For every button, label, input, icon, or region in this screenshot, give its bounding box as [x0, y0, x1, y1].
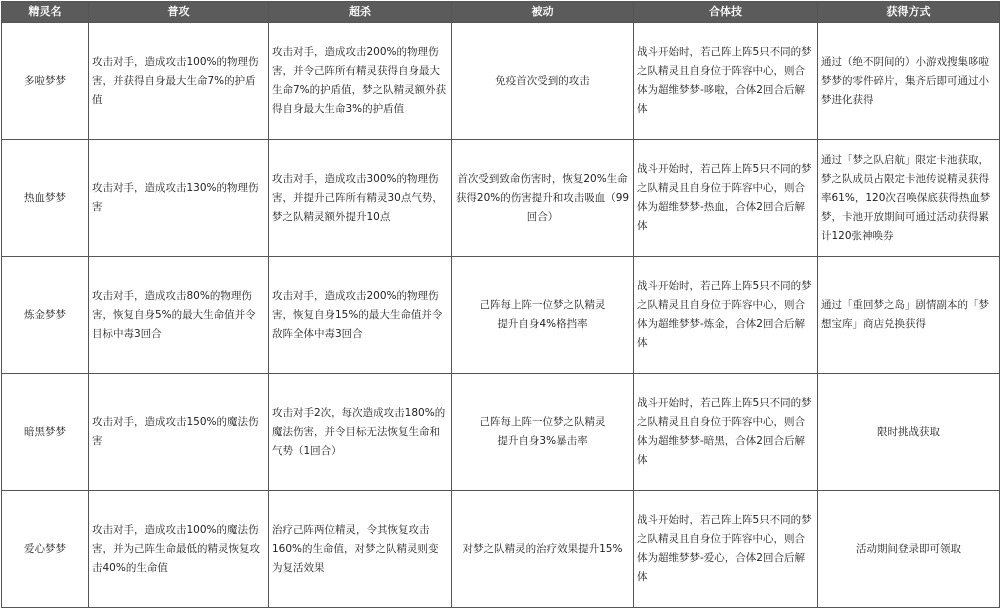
header-name: 精灵名: [2, 2, 89, 23]
sprite-name: 炼金梦梦: [2, 257, 89, 374]
ultimate-cell: 攻击对手，造成攻击300%的物理伤害，并提升己阵所有精灵30点气势，梦之队精灵额外提升10点: [269, 140, 452, 257]
header-ultimate: 超杀: [269, 2, 452, 23]
header-row: [2, 2, 1000, 23]
obtain-cell: 通过「梦之队启航」限定卡池获取，梦之队成员占限定卡池传说精灵获得率61%，120次召唤保底获得热血梦梦，卡池开放期间可通过活动获得累计120张神唤券: [818, 140, 1000, 257]
table-row: [2, 23, 1000, 140]
header-passive: 被动: [452, 2, 634, 23]
table-row: [2, 257, 1000, 374]
normal-attack-cell: 攻击对手，造成攻击100%的魔法伤害，并为己阵生命最低的精灵恢复攻击40%的生命值: [89, 491, 269, 608]
normal-attack-cell: 攻击对手，造成攻击150%的魔法伤害: [89, 374, 269, 491]
header-combo: 合体技: [634, 2, 818, 23]
combo-cell: 战斗开始时，若己阵上阵5只不同的梦之队精灵且自身位于阵容中心，则合体为超维梦梦-暗黑，合体2回合后解体: [634, 374, 818, 491]
ultimate-cell: 治疗己阵两位精灵，令其恢复攻击160%的生命值，对梦之队精灵则变为复活效果: [269, 491, 452, 608]
passive-cell: 首次受到致命伤害时，恢复20%生命 获得20%的伤害提升和攻击吸血（99回合）: [452, 140, 634, 257]
sprite-name: 暗黑梦梦: [2, 374, 89, 491]
header-normal-attack: 普攻: [89, 2, 269, 23]
normal-attack-cell: 攻击对手，造成攻击130%的物理伤害: [89, 140, 269, 257]
obtain-cell: 活动期间登录即可领取: [818, 491, 1000, 608]
ultimate-cell: 攻击对手，造成攻击200%的物理伤害，恢复自身15%的最大生命值并令敌阵全体中毒3回合: [269, 257, 452, 374]
normal-attack-cell: 攻击对手，造成攻击80%的物理伤害，恢复自身5%的最大生命值并令目标中毒3回合: [89, 257, 269, 374]
table-row: [2, 491, 1000, 608]
ultimate-cell: 攻击对手2次，每次造成攻击180%的魔法伤害，并令目标无法恢复生命和气势（1回合）: [269, 374, 452, 491]
combo-cell: 战斗开始时，若己阵上阵5只不同的梦之队精灵且自身位于阵容中心，则合体为超维梦梦-炼金，合体2回合后解体: [634, 257, 818, 374]
normal-attack-cell: 攻击对手，造成攻击100%的物理伤害，并获得自身最大生命7%的护盾值: [89, 23, 269, 140]
sprite-name: 爱心梦梦: [2, 491, 89, 608]
obtain-cell: 通过「重回梦之岛」剧情副本的「梦想宝库」商店兑换获得: [818, 257, 1000, 374]
combo-cell: 战斗开始时，若己阵上阵5只不同的梦之队精灵且自身位于阵容中心，则合体为超维梦梦-哆啦，合体2回合后解体: [634, 23, 818, 140]
ultimate-cell: 攻击对手，造成攻击200%的物理伤害，并令己阵所有精灵获得自身最大生命7%的护盾值，梦之队精灵额外获得自身最大生命3%的护盾值: [269, 23, 452, 140]
obtain-cell: 通过（绝不阴间的）小游戏搜集哆啦梦梦的零件碎片，集齐后即可通过小梦进化获得: [818, 23, 1000, 140]
obtain-cell: 限时挑战获取: [818, 374, 1000, 491]
sprite-name: 多啦梦梦: [2, 23, 89, 140]
combo-cell: 战斗开始时，若己阵上阵5只不同的梦之队精灵且自身位于阵容中心，则合体为超维梦梦-热血，合体2回合后解体: [634, 140, 818, 257]
passive-cell: 己阵每上阵一位梦之队精灵 提升自身3%暴击率: [452, 374, 634, 491]
table-row: [2, 140, 1000, 257]
header-obtain: 获得方式: [818, 2, 1000, 23]
combo-cell: 战斗开始时，若己阵上阵5只不同的梦之队精灵且自身位于阵容中心，则合体为超维梦梦-爱心，合体2回合后解体: [634, 491, 818, 608]
passive-cell: 己阵每上阵一位梦之队精灵 提升自身4%格挡率: [452, 257, 634, 374]
sprite-table: [1, 1, 1000, 608]
table-row: [2, 374, 1000, 491]
sprite-name: 热血梦梦: [2, 140, 89, 257]
passive-cell: 免疫首次受到的攻击: [452, 23, 634, 140]
passive-cell: 对梦之队精灵的治疗效果提升15%: [452, 491, 634, 608]
